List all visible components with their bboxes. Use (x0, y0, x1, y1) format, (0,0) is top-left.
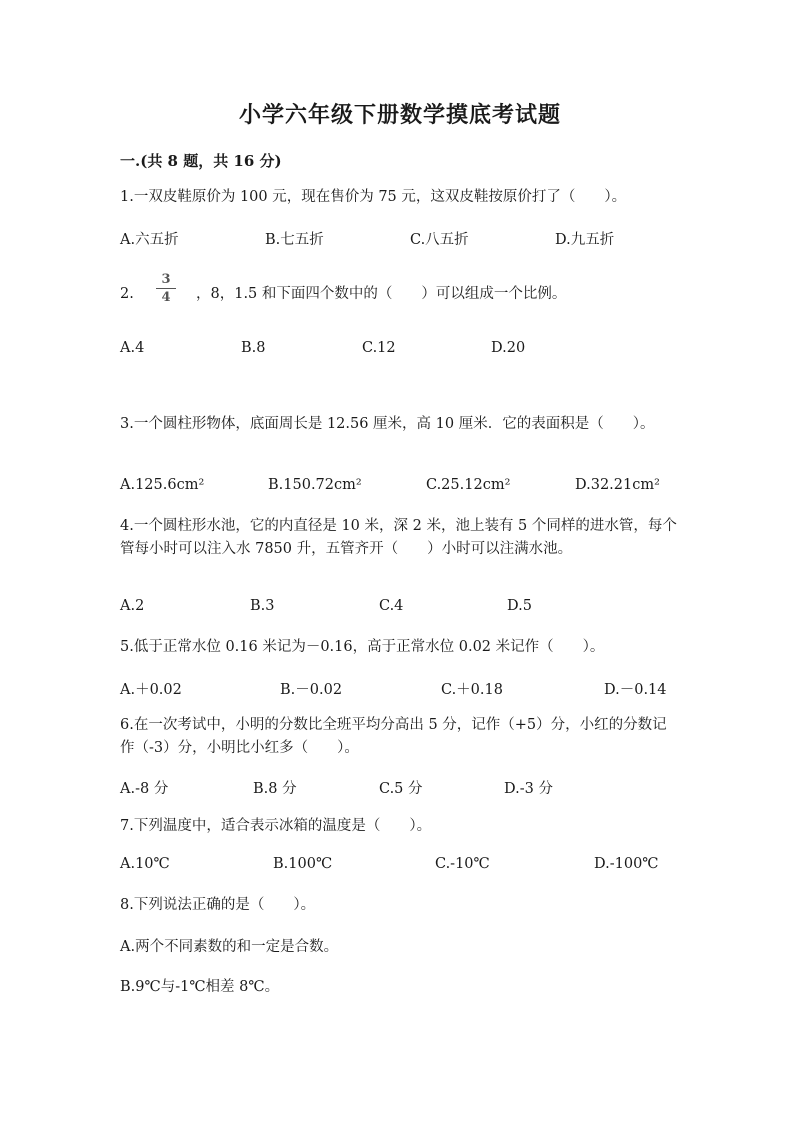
option-a[interactable]: A.10℃ (120, 856, 170, 872)
question-2: ，8，1.5 和下面四个数中的（ ）可以组成一个比例。 (196, 286, 567, 302)
question-2-number: 2. (120, 286, 134, 302)
option-d[interactable]: D.20 (491, 340, 526, 356)
option-a[interactable]: A.4 (120, 340, 145, 356)
option-b[interactable]: B.8 分 (253, 781, 297, 797)
option-d[interactable]: D.5 (507, 598, 532, 614)
question-7: 7.下列温度中，适合表示冰箱的温度是（ ）。 (120, 818, 432, 834)
option-b[interactable]: B.3 (250, 598, 275, 614)
option-b[interactable]: B.－0.02 (280, 682, 343, 698)
question-5: 5.低于正常水位 0.16 米记为－0.16，高于正常水位 0.02 米记作（ ）。 (120, 639, 605, 655)
option-a[interactable]: A.-8 分 (120, 781, 169, 797)
question-6: 6.在一次考试中，小明的分数比全班平均分高出 5 分，记作（+5）分，小红的分数记作（-3）分，小明比小红多（ ）。 (120, 717, 667, 756)
option-c[interactable]: C.25.12cm² (426, 477, 511, 493)
question-8: 8.下列说法正确的是（ ）。 (120, 897, 316, 913)
option-a[interactable]: A.＋0.02 (120, 682, 182, 698)
question-1: 1.一双皮鞋原价为 100 元，现在售价为 75 元，这双皮鞋按原价打了（ ）。 (120, 189, 627, 205)
option-d[interactable]: D.-100℃ (594, 856, 659, 872)
option-c[interactable]: C.12 (362, 340, 396, 356)
option-d[interactable]: D.九五折 (555, 232, 615, 248)
option-a[interactable]: A.六五折 (120, 232, 179, 248)
option-a[interactable]: A.125.6cm² (120, 477, 205, 493)
question-4: 4.一个圆柱形水池，它的内直径是 10 米，深 2 米，池上装有 5 个同样的进水管，每个管每小时可以注入水 7850 升，五管齐开（ ）小时可以注满水池。 (120, 518, 677, 557)
question-3: 3.一个圆柱形物体，底面周长是 12.56 厘米，高 10 厘米．它的表面积是（ ）。 (120, 416, 655, 432)
option-c[interactable]: C.-10℃ (435, 856, 490, 872)
option-c[interactable]: C.5 分 (379, 781, 423, 797)
option-b[interactable]: B.七五折 (265, 232, 324, 248)
option-d[interactable]: D.32.21cm² (575, 477, 660, 493)
fraction-bar (156, 288, 176, 289)
option-d[interactable]: D.-3 分 (504, 781, 553, 797)
fraction (156, 272, 176, 305)
option-b[interactable]: B.150.72cm² (268, 477, 362, 493)
option-b[interactable]: B.8 (241, 340, 266, 356)
option-c[interactable]: C.＋0.18 (441, 682, 503, 698)
option-b[interactable]: B.9℃与-1℃相差 8℃。 (120, 979, 280, 995)
page-title: 小学六年级下册数学摸底考试题 (238, 102, 561, 128)
option-d[interactable]: D.－0.14 (604, 682, 667, 698)
section-heading: 一.(共 8 题，共 16 分) (120, 152, 282, 170)
option-a[interactable]: A.两个不同素数的和一定是合数。 (120, 939, 339, 955)
option-b[interactable]: B.100℃ (273, 856, 333, 872)
fraction-denominator: 4 (161, 290, 171, 305)
option-c[interactable]: C.4 (379, 598, 404, 614)
fraction-numerator: 3 (161, 272, 171, 287)
option-c[interactable]: C.八五折 (410, 232, 469, 248)
option-a[interactable]: A.2 (120, 598, 145, 614)
